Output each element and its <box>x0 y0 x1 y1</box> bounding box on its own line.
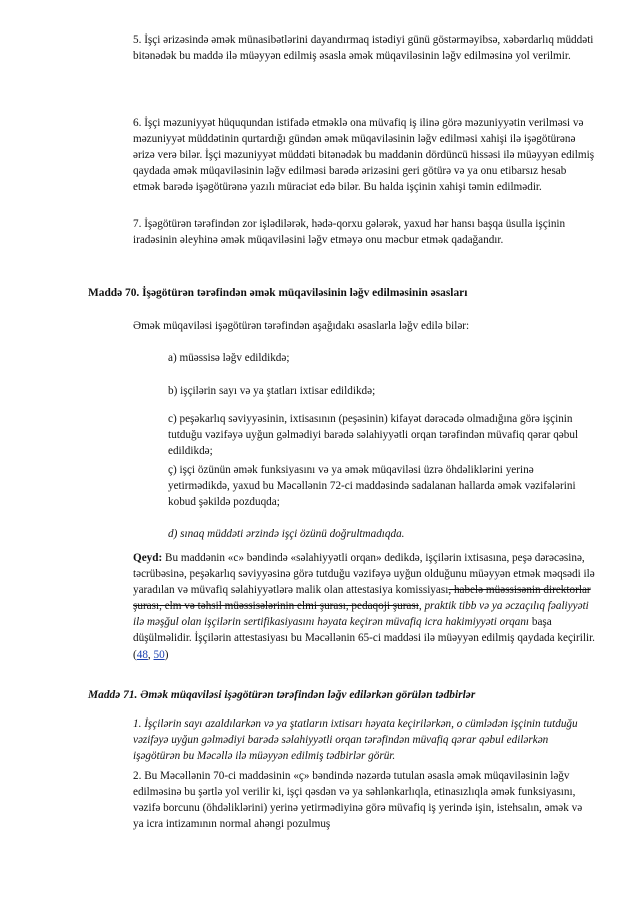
article-70-heading: Maddə 70. İşəgötürən tərəfindən əmək müqaviləsinin ləğv edilməsinin əsasları <box>88 287 468 299</box>
note-label: Qeyd: <box>133 552 163 564</box>
list-item-a: a) müəssisə ləğv edildikdə; <box>168 352 290 364</box>
article-70-intro: Əmək müqaviləsi işəgötürən tərəfindən aşağıdakı əsaslarla ləğv edilə bilər: <box>133 320 470 332</box>
reference-link-50[interactable]: 50 <box>153 648 165 661</box>
note-close: ) <box>164 648 169 661</box>
list-item-ch: ç) işçi özünün əmək funksiyasını və ya əmək müqaviləsi üzrə öhdəliklərini yerinə yetirmədikdə, yaxud bu Məcəllənin 72-ci maddəsində sadalanan hallarda əmək vəzifələrini kobud şəkildə pozduqda; <box>168 464 576 509</box>
paragraph-7: 7. İşəgötürən tərəfindən zor işlədilərək, hədə-qorxu gələrək, yaxud hər hansı başqa üsulla işçinin iradəsinin əleyhinə əmək müqaviləsini ləğv etməyə onu məcbur etmək qadağandır. <box>133 218 566 247</box>
note-text-2: başa düşülməlidir. İşçilərin attestasiyası bu Məcəllənin 65-ci maddəsi ilə müəyyən edilmiş qaydada keçirilir. ( <box>133 616 595 661</box>
paragraph-6: 6. İşçi məzuniyyət hüququndan istifadə etməklə ona müvafiq iş ilinə görə məzuniyyətin verilməsi və məzuniyyət müddətinin qurtardığı gündən əmək müqaviləsinin ləğv edilməsi xahişi ilə işəgötürənə ərizə verə bilər. İşçi məzuniyyət müddəti bitənədək bu maddənin dördüncü hissəsi ilə müəyyən edilmiş qaydada əmək müqaviləsinin ləğv edilməsi barədə ərizəsini geri götürə və ya onu etibarsız hesab etmək barədə işəgötürənə yazılı müraciət edə bilər. Bu halda işçinin xahişi təmin edilmədir. <box>133 117 595 194</box>
note-italic-text: , praktik tibb və ya əczaçılıq fəaliyyəti ilə məşğul olan işçilərin sertifikasiyasını həyata keçirən müvafiq icra hakimiyyəti orqanı <box>133 600 589 629</box>
note-text-1: Bu maddənin «c» bəndində «səlahiyyətli orqan» dedikdə, işçilərin ixtisasına, peşə dərəcəsinə, təcrübəsinə, peşəkarlıq səviyyəsinə görə tutduğu vəzifəyə uyğun olduğunu müəyyən etmək məqsədi ilə yaradılan və müvafiq səlahiyyətlərə malik olan attestasiya komissiyası <box>133 552 595 597</box>
list-item-c: c) peşəkarlıq səviyyəsinin, ixtisasının (peşəsinin) kifayət dərəcədə olmadığına görə işçinin tutduğu vəzifəyə uyğun gəlmədiyi barədə səlahiyyətli orqan tərəfindən müvafiq qərar qəbul edildikdə; <box>168 413 579 458</box>
note-paragraph <box>133 550 595 663</box>
list-item-d: d) sınaq müddəti ərzində işçi özünü doğrultmadıqda. <box>168 528 405 540</box>
reference-link-48[interactable]: 48 <box>136 648 148 661</box>
list-item-b: b) işçilərin sayı və ya ştatları ixtisar edildikdə; <box>168 385 376 397</box>
article-71-heading: Maddə 71. Əmək müqaviləsi işəgötürən tərəfindən ləğv edilərkən görülən tədbirlər <box>88 689 476 701</box>
note-separator: , <box>147 648 154 661</box>
article-71-paragraph-2: 2. Bu Məcəllənin 70-ci maddəsinin «ç» bəndində nəzərdə tutulan əsasla əmək müqaviləsinin ləğv edilməsinə bu şərtlə yol verilir ki, işçi qəsdən və ya səhlənkarlıqla, etinasızlıqla əmək funksiyasını, vəzifə borcunu (öhdəliklərini) yerinə yetirmədiyinə görə müvafiq iş yerində işin, istehsalın, əmək və ya icra intizamının normal ahəngi pozulmuş <box>133 770 583 831</box>
article-71-paragraph-1: 1. İşçilərin sayı azaldılarkən və ya ştatların ixtisarı həyata keçirilərkən, o cümlədən işçinin tutduğu vəzifəyə uyğun gəlmədiyi barədə səlahiyyətli orqan tərəfindən müvafiq qərar qəbul edilərkən işəgötürən bu Məcəllə ilə müəyyən edilmiş tədbirlər görür. <box>133 718 578 763</box>
paragraph-5: 5. İşçi ərizəsində əmək münasibətlərini dayandırmaq istədiyi günü göstərməyibsə, xəbərdarlıq müddəti bitənədək bu maddə ilə müəyyən edilmiş əsasla əmək müqaviləsinin ləğv edilməsinə yol verilmir. <box>133 34 594 63</box>
note-struck-text: , habelə müəssisənin direktorlar şurası, elm və təhsil müəssisələrinin elmi şurası, pedaqoji şurası <box>133 584 591 613</box>
